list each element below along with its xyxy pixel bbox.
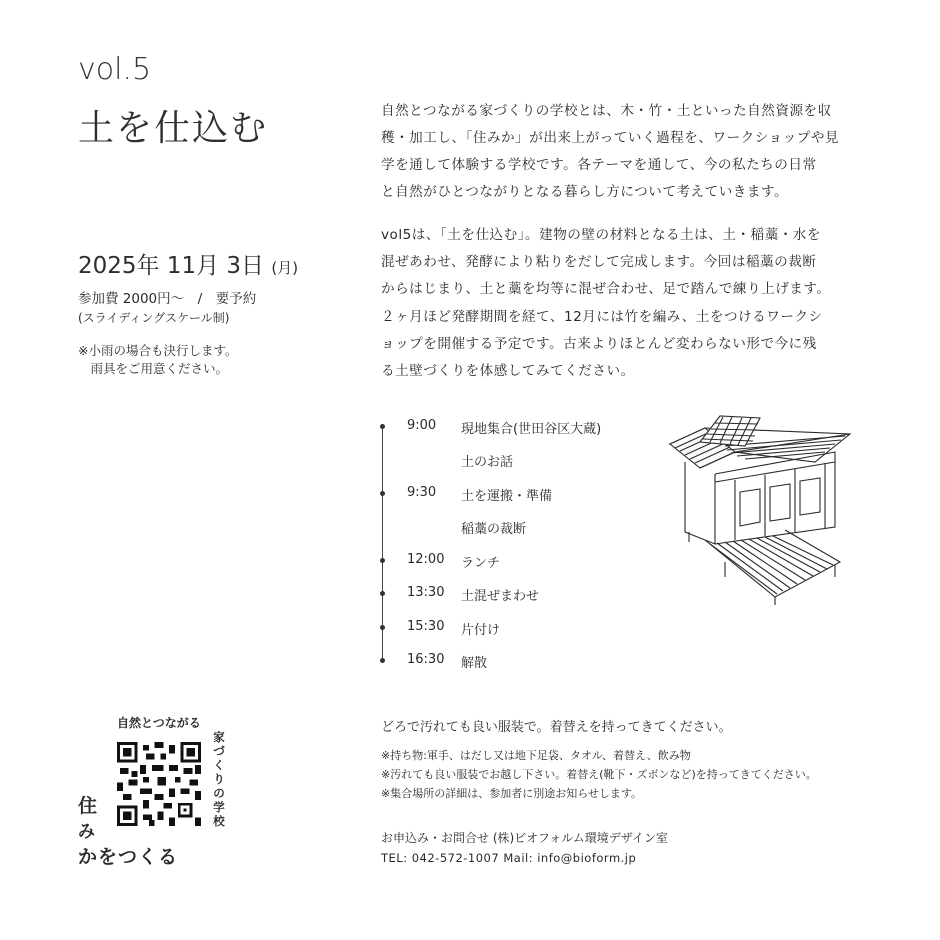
timeline-dot: [380, 658, 385, 663]
house-sketch-illustration: [665, 412, 860, 607]
logo-text-vertical: [212, 730, 226, 828]
schedule-time: 16:30: [407, 652, 445, 667]
schedule-event: 土混ぜまわせ: [461, 589, 540, 604]
rain-note: ※小雨の場合も決行します。 雨具をご用意ください。: [78, 343, 238, 376]
timeline-dot: [380, 424, 385, 429]
contact-details: TEL: 042-572-1007 Mail: info@bioform.jp: [381, 851, 637, 865]
clothing-note: どろで汚れても良い服装で。着替えを持ってきてください。: [381, 720, 732, 735]
logo-text-su: 住: [78, 795, 98, 817]
logo-text-top: 自然とつながる: [117, 716, 201, 730]
fee-info: [78, 290, 256, 328]
qr-code[interactable]: [117, 742, 201, 826]
intro-paragraph: 自然とつながる家づくりの学校とは、木・竹・土といった自然資源を収 穫・加工し、「住みか」が出来上がっていく過程を、ワークショップや見 学を通して体験する学校です。各テーマを通して、今の私たちの日常 と自然がひとつながりとなる暮らし方について考えていきます。: [381, 103, 840, 200]
fee-text: 参加費 2000円～ / 要予約: [78, 291, 257, 307]
schedule-time: 12:00: [407, 552, 445, 567]
schedule-time: 9:30: [407, 485, 437, 500]
logo-vertical-char: の: [213, 786, 225, 800]
logo-vertical-char: 校: [213, 814, 225, 828]
event-date: [78, 247, 298, 280]
contact-organizer: お申込み・お問合せ (株)ビオフォルム環境デザイン室: [381, 831, 668, 845]
logo-vertical-char: く: [213, 758, 225, 772]
event-weekday: (月): [271, 259, 299, 277]
logo-vertical-char: 学: [213, 800, 225, 814]
page-title: 土を仕込む: [78, 108, 269, 149]
volume-number: vol.5: [78, 52, 152, 87]
schedule-event: 稲藁の裁断: [461, 522, 527, 537]
schedule-time: 13:30: [407, 585, 445, 600]
schedule-event: 解散: [461, 656, 488, 671]
logo-text-mi: み: [78, 822, 95, 842]
schedule-event: 片付け: [461, 623, 501, 638]
timeline-dot: [380, 558, 385, 563]
logo-vertical-char: り: [213, 772, 225, 786]
logo-vertical-char: づ: [213, 744, 225, 758]
detail-paragraph: vol5は、「土を仕込む」。建物の壁の材料となる土は、土・稲藁・水を 混ぜあわせ、発酵により粘りをだして完成します。今回は稲藁の裁断 からはじまり、土と藁を均等に混ぜ合わせ、足で踏んで練り上げます。 ２ヶ月ほど発酵期間を経て、12月には竹を編み、土をつけるワークシ ョップを開催する予定です。古来よりほとんど変わらない形で今に残 る土壁づくりを体感してみてください。: [381, 227, 831, 380]
logo-vertical-char: 家: [213, 730, 225, 744]
schedule-time: 9:00: [407, 418, 437, 433]
schedule-event: 土のお話: [461, 455, 514, 470]
timeline-dot: [380, 591, 385, 596]
fee-note: (スライディングスケール制): [78, 311, 230, 325]
schedule-event: ランチ: [461, 556, 501, 571]
schedule-event: 現地集合(世田谷区大蔵): [461, 422, 602, 437]
timeline-dot: [380, 491, 385, 496]
event-date-main: 2025年 11月 3日: [78, 253, 265, 279]
logo-text-ka: かをつくる: [78, 846, 179, 868]
schedule-event: 土を運搬・準備: [461, 489, 553, 504]
timeline-dot: [380, 625, 385, 630]
schedule-time: 15:30: [407, 619, 445, 634]
notes-list: ※持ち物:軍手、はだし又は地下足袋、タオル、着替え、飲み物 ※汚れても良い服装でお越し下さい。着替え(靴下・ズボンなど)を持ってきてください。 ※集合場所の詳細は、参加者に別途お知らせします。: [381, 749, 817, 800]
